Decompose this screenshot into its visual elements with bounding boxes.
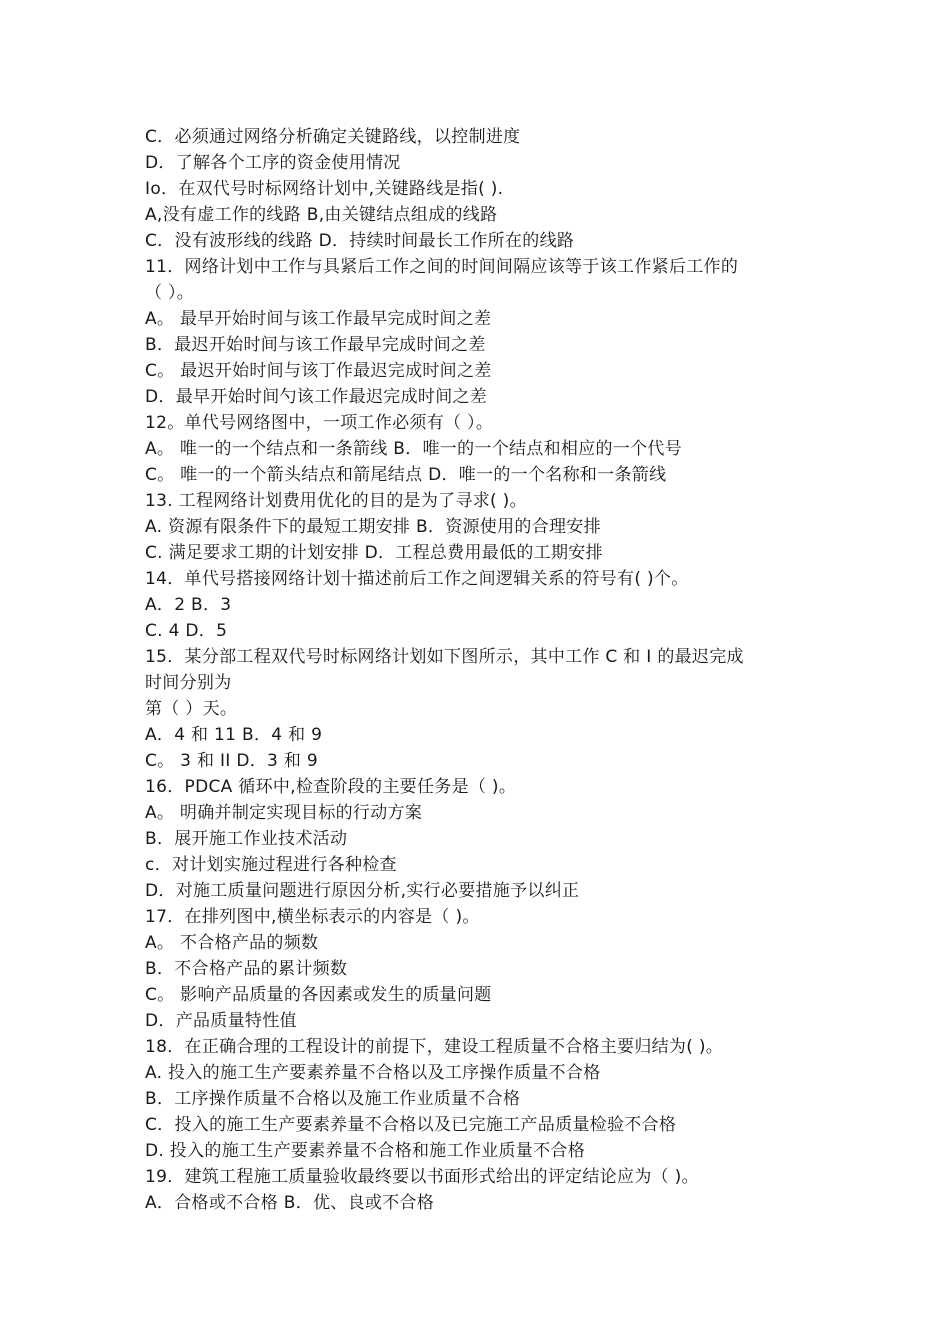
text-line: 17．在排列图中,横坐标表示的内容是（ )。 <box>145 907 480 927</box>
text-line: B．最迟开始时间与该工作最早完成时间之差 <box>145 335 486 355</box>
text-line: 19．建筑工程施工质量验收最终要以书面形式给出的评定结论应为（ )。 <box>145 1167 699 1187</box>
text-line: C．必须通过网络分析确定关键路线，以控制进度 <box>145 127 521 147</box>
text-line: A,没有虚工作的线路 B,由关键结点组成的线路 <box>145 205 498 225</box>
text-line: 14．单代号搭接网络计划十描述前后工作之间逻辑关系的符号有( )个。 <box>145 569 689 589</box>
document-text <box>145 124 845 1216</box>
text-line: A. 资源有限条件下的最短工期安排 B．资源使用的合理安排 <box>145 517 601 537</box>
text-line: 15．某分部工程双代号时标网络计划如下图所示，其中工作 C 和 I 的最迟完成 <box>145 647 744 667</box>
text-line: A。 唯一的一个结点和一条箭线 B．唯一的一个结点和相应的一个代号 <box>145 439 682 459</box>
text-line: 时间分别为 <box>145 673 232 693</box>
text-line: D．产品质量特性值 <box>145 1011 297 1031</box>
text-line: B．不合格产品的累计频数 <box>145 959 348 979</box>
text-line: C．没有波形线的线路 D．持续时间最长工作所在的线路 <box>145 231 575 251</box>
text-line: A。 不合格产品的频数 <box>145 933 319 953</box>
text-line: A．4 和 11 B．4 和 9 <box>145 725 323 745</box>
text-line: 18．在正确合理的工程设计的前提下，建设工程质量不合格主要归结为( )。 <box>145 1037 724 1057</box>
text-line: 12。单代号网络图中，一项工作必须有（ ）。 <box>145 413 494 433</box>
text-line: A. 投入的施工生产要素养量不合格以及工序操作质量不合格 <box>145 1063 601 1083</box>
text-line: B．展开施工作业技术活动 <box>145 829 348 849</box>
text-line: A。 明确并制定实现目标的行动方案 <box>145 803 423 823</box>
text-line: （ ）。 <box>145 283 195 303</box>
text-line: 13. 工程网络计划费用优化的目的是为了寻求( )。 <box>145 491 527 511</box>
text-line: C. 4 D．5 <box>145 621 228 641</box>
text-line: C。 唯一的一个箭头结点和箭尾结点 D．唯一的一个名称和一条箭线 <box>145 465 667 485</box>
text-line: A．合格或不合格 B．优、良或不合格 <box>145 1193 435 1213</box>
text-line: D. 投入的施工生产要素养量不合格和施工作业质量不合格 <box>145 1141 585 1161</box>
text-line: C．投入的施工生产要素养量不合格以及已完施工产品质量检验不合格 <box>145 1115 677 1135</box>
text-line: D．了解各个工序的资金使用情况 <box>145 153 401 173</box>
text-line: Io．在双代号时标网络计划中,关键路线是指( ). <box>145 179 504 199</box>
text-line: C. 满足要求工期的计划安排 D．工程总费用最低的工期安排 <box>145 543 603 563</box>
text-line: 第（ ）天。 <box>145 699 238 719</box>
text-line: A。 最早开始时间与该工作最早完成时间之差 <box>145 309 492 329</box>
text-line: C。 3 和 II D．3 和 9 <box>145 751 318 771</box>
text-line: C。 最迟开始时间与该丁作最迟完成时间之差 <box>145 361 492 381</box>
text-line: 11．网络计划中工作与具紧后工作之间的时间间隔应该等于该工作紧后工作的 <box>145 257 739 277</box>
text-line: A．2 B．3 <box>145 595 232 615</box>
text-line: D．最早开始时间勺该工作最迟完成时间之差 <box>145 387 488 407</box>
text-line: D．对施工质量问题进行原因分析,实行必要措施予以纠正 <box>145 881 580 901</box>
text-line: c．对计划实施过程进行各种检查 <box>145 855 397 875</box>
text-line: B．工序操作质量不合格以及施工作业质量不合格 <box>145 1089 521 1109</box>
text-line: 16．PDCA 循环中,检查阶段的主要任务是（ )。 <box>145 777 517 797</box>
text-line: C。 影响产品质量的各因素或发生的质量问题 <box>145 985 492 1005</box>
